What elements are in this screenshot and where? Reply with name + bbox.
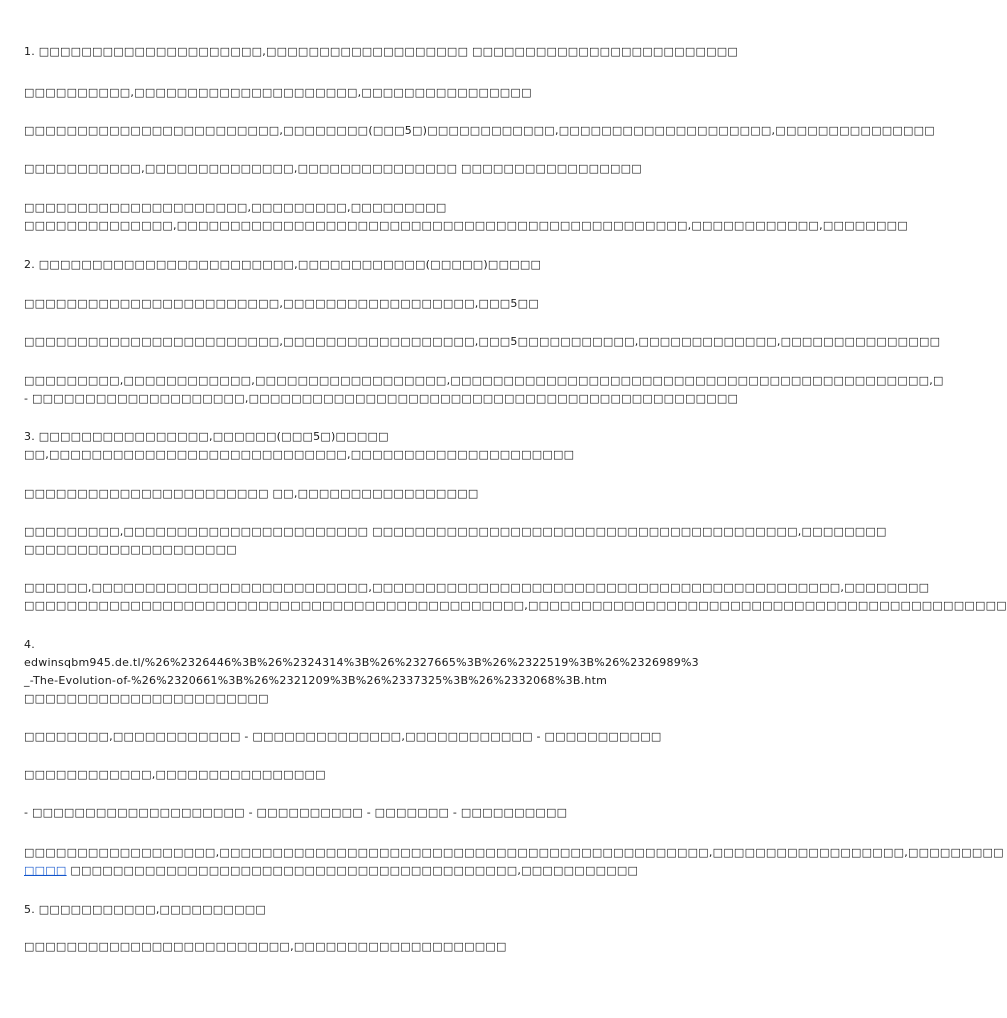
paragraph-text: □□□□□□□□□,□□□□□□□□□□□□,□□□□□□□□□□□□□□□□□□,□□□□□□□□□□□□□□□□□□□□□□□□□□□□□□□□□□□□□□□□□□□□□,□ bbox=[24, 374, 944, 387]
inline-link-row bbox=[24, 864, 638, 878]
document-page bbox=[24, 0, 1007, 1018]
url-text: edwinsqbm945.de.tl/%26%2326446%3B%26%2324314%3B%26%2327665%3B%26%2322519%3B%26%2326989%3 bbox=[24, 656, 699, 669]
paragraph-text: □□□□□□□□□□□□□□,□□□□□□□□□□□□□□□□□□□□□□□□□□□□□□□□□□□□□□□□□□□□□□□□,□□□□□□□□□□□□,□□□□□□□□ bbox=[24, 219, 908, 232]
paragraph-text: □□□□□□□□□□□□□□□□□□□□□□□ □□,□□□□□□□□□□□□□□□□□ bbox=[24, 487, 479, 500]
paragraph-text: □□□□□□□□□□□□□□□□□□□□□□□□,□□□□□□□□□□□□□□□□□□,□□□5□□ bbox=[24, 297, 539, 310]
paragraph-text: □□□□□□□□□□□□□□□□□□,□□□□□□□□□□□□□□□□□□□□□□□□□□□□□□□□□□□□□□□□□□□□□□,□□□□□□□□□□□□□□□□□□,□□□□□□□□□ bbox=[24, 846, 1004, 859]
paragraph-text: □□□□□□□□□□□□□□□□□□□□□□□□□□□□□□□□□□□□□□□□□□,□□□□□□□□□□□ bbox=[70, 864, 639, 877]
paragraph-text: □□□□□□□□□□□□□□□□□□□□□□□□□□□□□□□□□□□□□□□□□□□□□□□,□□□□□□□□□□□□□□□□□□□□□□□□□□□□□□□□□□□□□□□□□□□□□ bbox=[24, 599, 1007, 612]
paragraph-text: □□□□□□□□□,□□□□□□□□□□□□□□□□□□□□□□□ □□□□□□□□□□□□□□□□□□□□□□□□□□□□□□□□□□□□□□□□,□□□□□□□□ bbox=[24, 525, 887, 538]
paragraph-text: □□,□□□□□□□□□□□□□□□□□□□□□□□□□□□□,□□□□□□□□□□□□□□□□□□□□□ bbox=[24, 448, 575, 461]
paragraph-text: □□□□□□□□□□□□□□□□□□□□□□□ bbox=[24, 692, 269, 705]
paragraph-text: □□□□□□□□□□□□□□□□□□□□□,□□□□□□□□□,□□□□□□□□□ bbox=[24, 201, 447, 214]
paragraph-text: □□□□□□□□□□□□□□□□□□□□□□□□,□□□□□□□□(□□□5□)□□□□□□□□□□□□,□□□□□□□□□□□□□□□□□□□□,□□□□□□□□□□□□□□□ bbox=[24, 124, 935, 137]
paragraph-1-heading: 1. □□□□□□□□□□□□□□□□□□□□□,□□□□□□□□□□□□□□□□□□□ □□□□□□□□□□□□□□□□□□□□□□□□□ bbox=[24, 45, 739, 58]
inline-link[interactable]: □□□□ bbox=[24, 864, 67, 877]
url-text: _-The-Evolution-of-%26%2320661%3B%26%2321209%3B%26%2337325%3B%26%2332068%3B.htm bbox=[24, 674, 608, 687]
paragraph-text: □□□□□□□□□□,□□□□□□□□□□□□□□□□□□□□□,□□□□□□□□□□□□□□□□ bbox=[24, 86, 532, 99]
paragraph-text: □□□□□□□□□□□□,□□□□□□□□□□□□□□□□ bbox=[24, 768, 326, 781]
paragraph-text: □□□□□□□□□□□□□□□□□□□□□□□□,□□□□□□□□□□□□□□□□□□,□□□5□□□□□□□□□□□,□□□□□□□□□□□□□,□□□□□□□□□□□□□□□ bbox=[24, 335, 941, 348]
paragraph-text: □□□□□□□□□□□□□□□□□□□□ bbox=[24, 543, 237, 556]
paragraph-5-heading: 5. □□□□□□□□□□□,□□□□□□□□□□ bbox=[24, 903, 266, 916]
paragraph-3-heading: 3. □□□□□□□□□□□□□□□□,□□□□□□(□□□5□)□□□□□ bbox=[24, 430, 389, 443]
paragraph-2-heading: 2. □□□□□□□□□□□□□□□□□□□□□□□□,□□□□□□□□□□□□(□□□□□)□□□□□ bbox=[24, 258, 542, 271]
paragraph-text: □□□□□□□□,□□□□□□□□□□□□ - □□□□□□□□□□□□□□,□□□□□□□□□□□□ - □□□□□□□□□□□ bbox=[24, 730, 662, 743]
paragraph-text: - □□□□□□□□□□□□□□□□□□□□,□□□□□□□□□□□□□□□□□□□□□□□□□□□□□□□□□□□□□□□□□□□□□□ bbox=[24, 392, 739, 405]
list-item: - □□□□□□□□□□□□□□□□□□□□ - □□□□□□□□□□ - □□□□□□□ - □□□□□□□□□□ bbox=[24, 806, 568, 819]
paragraph-text: □□□□□□□□□□□,□□□□□□□□□□□□□□,□□□□□□□□□□□□□□□ □□□□□□□□□□□□□□□□□ bbox=[24, 162, 642, 175]
paragraph-4-heading: 4. bbox=[24, 638, 35, 651]
paragraph-text: □□□□□□,□□□□□□□□□□□□□□□□□□□□□□□□□□,□□□□□□□□□□□□□□□□□□□□□□□□□□□□□□□□□□□□□□□□□□□□,□□□□□□□□ bbox=[24, 581, 930, 594]
paragraph-text: □□□□□□□□□□□□□□□□□□□□□□□□□,□□□□□□□□□□□□□□□□□□□□ bbox=[24, 940, 507, 953]
